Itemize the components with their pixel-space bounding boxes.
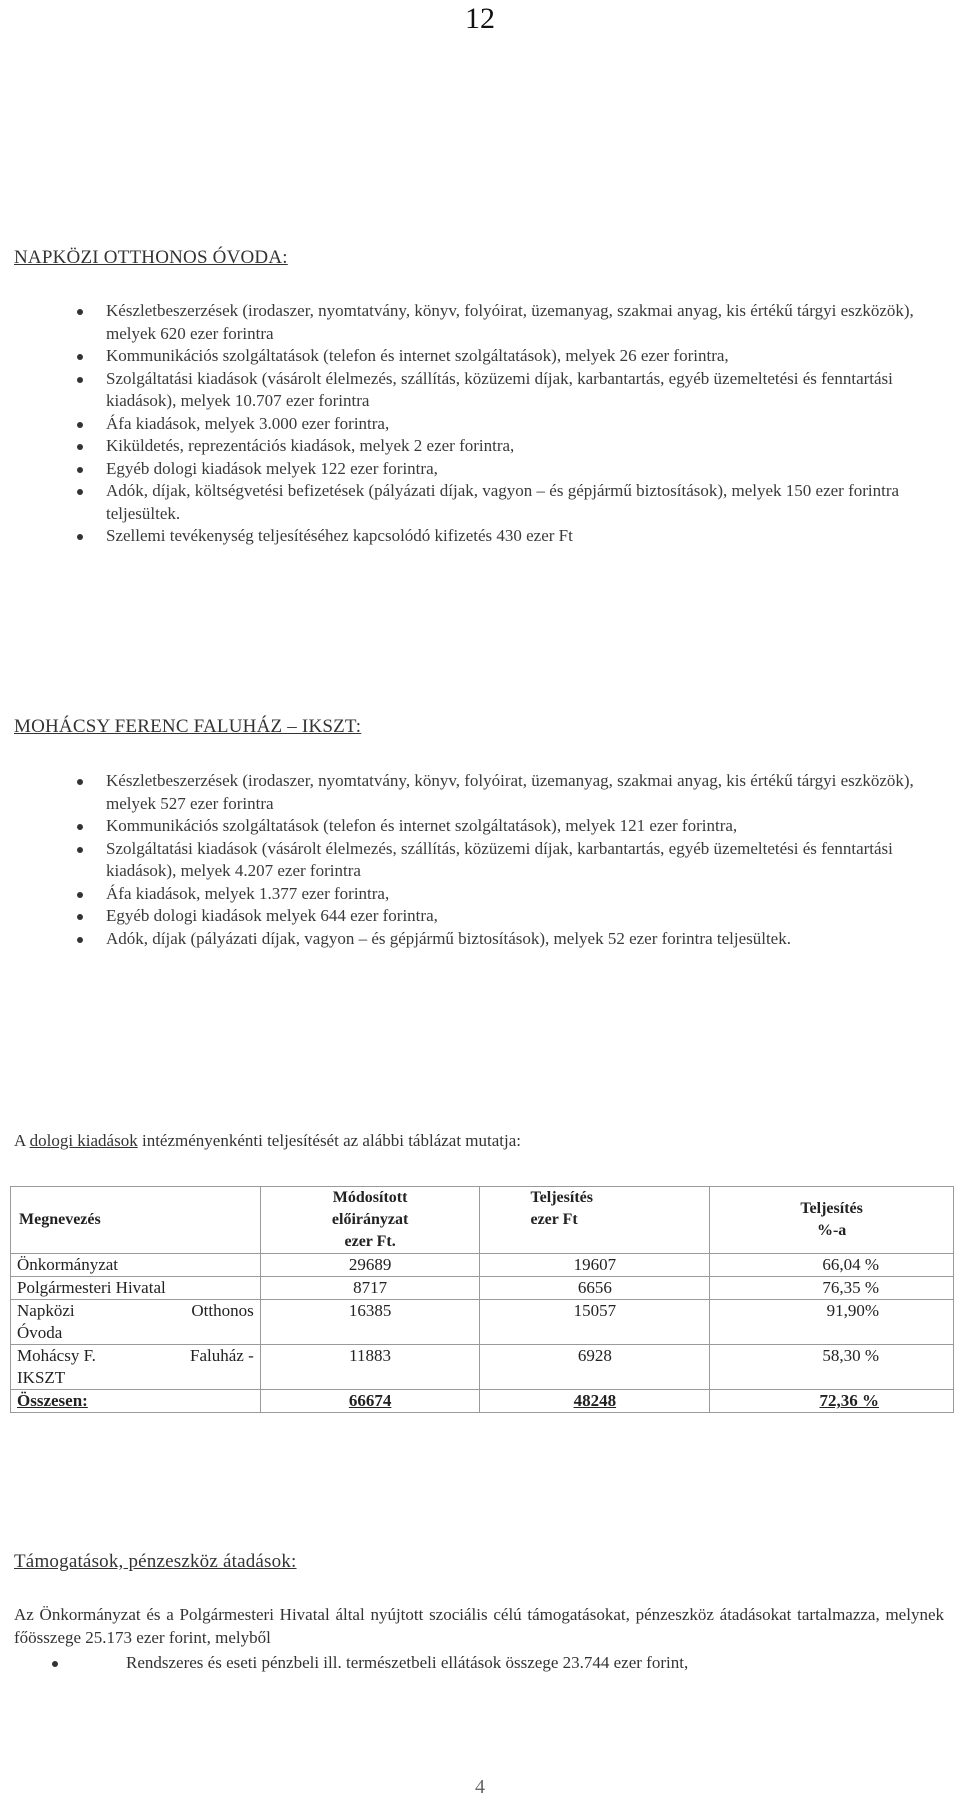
row-name-line2: Óvoda <box>17 1323 63 1342</box>
list-item-text: Készletbeszerzések (irodaszer, nyomtatvány, könyv, folyóirat, üzemanyag, szakmai anyag, kis értékű tárgyi eszközök), melyek 527 ezer forintra <box>106 771 914 813</box>
expense-table <box>10 1186 954 1413</box>
header-percent-line: Teljesítés <box>800 1200 863 1217</box>
list-item-text: Készletbeszerzések (irodaszer, nyomtatvány, könyv, folyóirat, üzemanyag, szakmai anyag, kis értékű tárgyi eszközök), melyek 620 ezer forintra <box>106 301 914 343</box>
table-row <box>11 1277 954 1300</box>
list-item-text: Adók, díjak, költségvetési befizetések (pályázati díjak, vagyon – és gépjármű biztosítások), melyek 150 ezer forintra teljesültek. <box>106 481 900 523</box>
table-intro <box>14 1130 944 1153</box>
row-performance: 15057 <box>480 1300 710 1345</box>
header-modified-line: előirányzat <box>331 1211 409 1228</box>
list-item <box>74 368 942 413</box>
section-heading-napkozi: NAPKÖZI OTTHONOS ÓVODA: <box>14 247 288 268</box>
row-performance: 6656 <box>480 1277 710 1300</box>
header-performance <box>480 1187 710 1254</box>
row-modified: 29689 <box>260 1254 480 1277</box>
table-header-row <box>11 1187 954 1254</box>
header-performance-line: Teljesítés <box>530 1189 593 1206</box>
header-percent <box>710 1187 954 1254</box>
table-intro-suffix: intézményenkénti teljesítését az alábbi táblázat mutatja: <box>141 1131 522 1150</box>
list-item-text: Adók, díjak (pályázati díjak, vagyon – és gépjármű biztosítások), melyek 52 ezer forintra teljesültek. <box>106 928 791 948</box>
support-paragraph: Az Önkormányzat és a Polgármesteri Hivatal által nyújtott szociális célú támogatásokat, pénzeszköz átadásokat tartalmazza, melynek főösszege 25.173 ezer forint, melyből <box>14 1605 944 1647</box>
row-performance: 6928 <box>480 1345 710 1390</box>
page-number-top: 12 <box>465 2 495 35</box>
header-modified <box>260 1187 480 1254</box>
header-performance-line: ezer Ft <box>530 1211 578 1228</box>
total-performance: 48248 <box>480 1390 710 1413</box>
total-percent: 72,36 % <box>710 1390 954 1413</box>
row-modified: 16385 <box>260 1300 480 1345</box>
list-item <box>74 815 942 838</box>
list-item <box>74 525 942 548</box>
list-item-text: Egyéb dologi kiadások melyek 122 ezer forintra, <box>106 458 438 478</box>
list-item-text: Áfa kiadások, melyek 3.000 ezer forintra, <box>106 413 390 433</box>
list-item-text: Szellemi tevékenység teljesítéséhez kapcsolódó kifizetés 430 ezer Ft <box>106 526 573 545</box>
row-percent: 58,30 % <box>710 1345 954 1390</box>
row-percent: 66,04 % <box>710 1254 954 1277</box>
row-modified: 8717 <box>260 1277 480 1300</box>
list-item <box>74 928 942 951</box>
table-total-row <box>11 1390 954 1413</box>
table-row <box>11 1254 954 1277</box>
section-heading-faluhaz: MOHÁCSY FERENC FALUHÁZ – IKSZT: <box>14 716 362 737</box>
row-name-line2: IKSZT <box>17 1368 66 1387</box>
list-item <box>74 480 942 525</box>
row-name: Önkormányzat <box>11 1254 261 1277</box>
list-item-text: Kiküldetés, reprezentációs kiadások, melyek 2 ezer forintra, <box>106 436 515 455</box>
list-item-text: Szolgáltatási kiadások (vásárolt élelmezés, szállítás, közüzemi díjak, karbantartás, egyéb üzemeltetési és fenntartási kiadások), melyek 4.207 ezer forintra <box>106 838 893 880</box>
row-percent: 91,90% <box>710 1300 954 1345</box>
support-list <box>40 1652 950 1675</box>
list-item-text: Szolgáltatási kiadások (vásárolt élelmezés, szállítás, közüzemi díjak, karbantartás, egyéb üzemeltetési és fenntartási kiadások), melyek 10.707 ezer forintra <box>106 368 893 410</box>
table-intro-prefix: A <box>14 1131 26 1150</box>
header-percent-line: %-a <box>816 1222 847 1239</box>
row-name-part: Faluház - <box>190 1346 254 1365</box>
row-name-part: Otthonos <box>191 1301 254 1320</box>
list-item <box>74 770 942 815</box>
row-name <box>11 1300 261 1345</box>
table-intro-underlined: dologi kiadások <box>29 1131 138 1150</box>
total-name: Összesen: <box>11 1390 261 1413</box>
list-item-text: Kommunikációs szolgáltatások (telefon és internet szolgáltatások), melyek 121 ezer forintra, <box>106 816 738 835</box>
row-name-part: Napközi <box>17 1301 75 1320</box>
list-item-text: Áfa kiadások, melyek 1.377 ezer forintra, <box>106 883 390 903</box>
list-item <box>74 435 942 458</box>
header-name: Megnevezés <box>11 1187 261 1254</box>
row-performance: 19607 <box>480 1254 710 1277</box>
list-item <box>74 300 942 345</box>
section-heading-tamogatasok: Támogatások, pénzeszköz átadások: <box>14 1551 297 1572</box>
table-row <box>11 1345 954 1390</box>
list-item-text: Kommunikációs szolgáltatások (telefon és internet szolgáltatások), melyek 26 ezer forintra, <box>106 346 729 365</box>
list-item <box>74 905 942 928</box>
header-modified-line: Módosított <box>332 1189 408 1206</box>
list-item <box>74 345 942 368</box>
list-item <box>74 883 942 906</box>
row-name: Polgármesteri Hivatal <box>11 1277 261 1300</box>
page-number-bottom: 4 <box>475 1776 485 1798</box>
napkozi-expense-list <box>74 300 942 548</box>
list-item <box>74 838 942 883</box>
list-item <box>74 413 942 436</box>
row-percent: 76,35 % <box>710 1277 954 1300</box>
row-name <box>11 1345 261 1390</box>
list-item-text: Rendszeres és eseti pénzbeli ill. természetbeli ellátások összege 23.744 ezer forint, <box>126 1653 689 1672</box>
list-item <box>40 1652 950 1675</box>
row-name-part: Mohácsy F. <box>17 1346 96 1365</box>
header-modified-line: ezer Ft. <box>344 1233 396 1250</box>
list-item <box>74 458 942 481</box>
total-modified: 66674 <box>260 1390 480 1413</box>
faluhaz-expense-list <box>74 770 942 950</box>
row-modified: 11883 <box>260 1345 480 1390</box>
table-row <box>11 1300 954 1345</box>
list-item-text: Egyéb dologi kiadások melyek 644 ezer forintra, <box>106 906 438 925</box>
